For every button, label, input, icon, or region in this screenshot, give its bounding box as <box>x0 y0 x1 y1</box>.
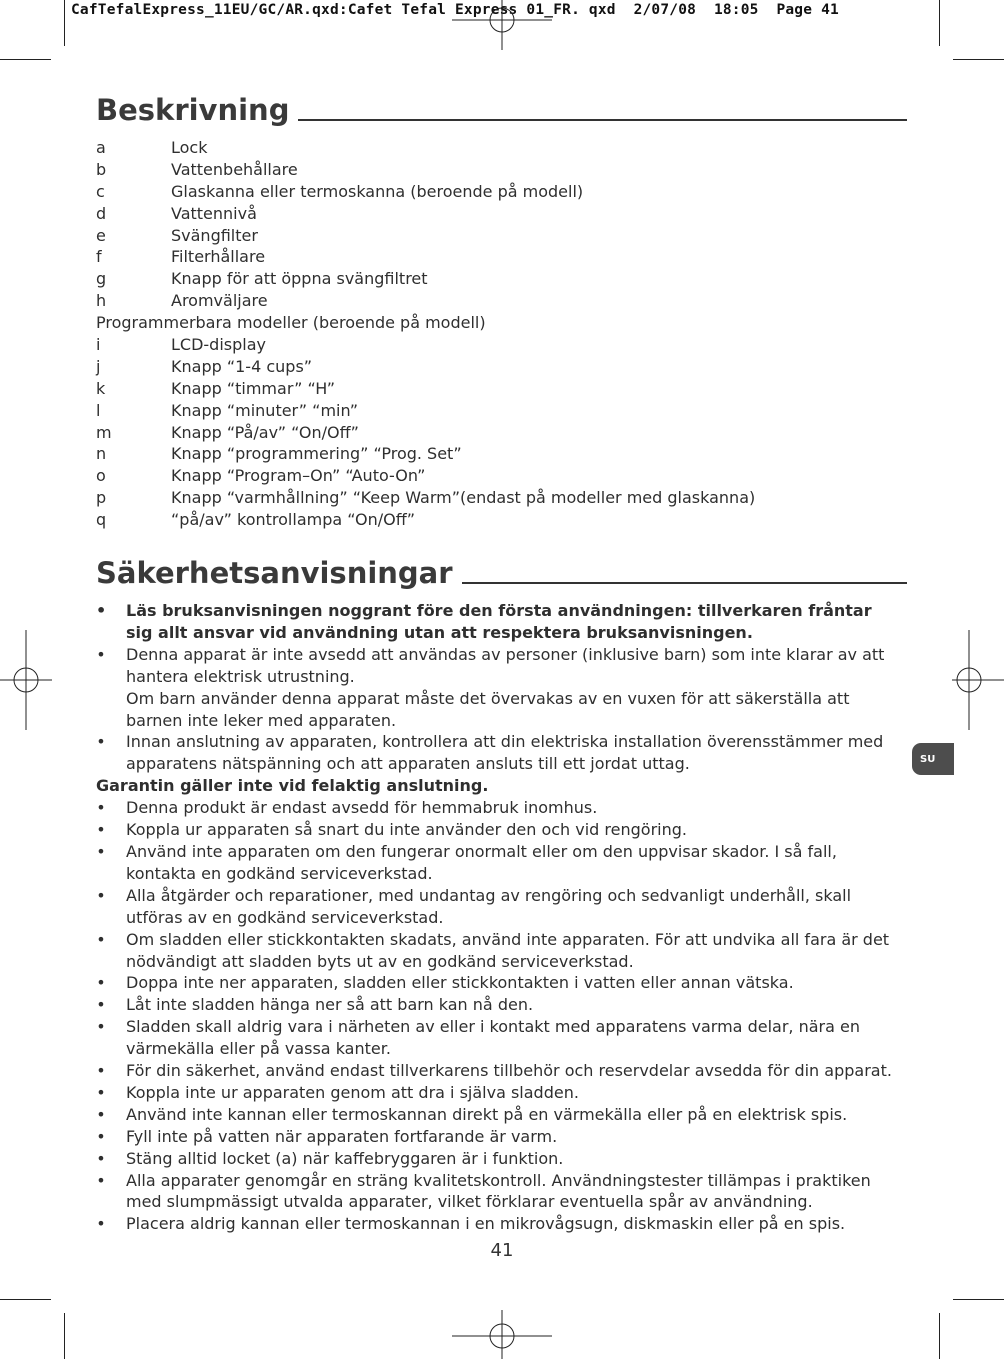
parts-list <box>96 137 916 531</box>
list-item <box>96 797 902 819</box>
list-item <box>96 290 916 312</box>
part-label: Knapp “varmhållning” “Keep Warm”(endast på modeller med glaskanna) <box>171 488 756 508</box>
item-extra-text: Om barn använder denna apparat måste det övervakas av en vuxen för att säkerställa att barnen inte leker med apparaten. <box>126 688 850 730</box>
crop-mark <box>64 0 65 46</box>
list-item <box>96 1213 902 1235</box>
registration-mark-top <box>452 0 552 50</box>
description-heading <box>96 93 907 127</box>
print-slug: CafTefalExpress_11EU/GC/AR.qxd:Cafet Tefal Express 01_FR. qxd 2/07/08 18:05 Page 41 <box>71 2 839 18</box>
item-text: För din säkerhet, använd endast tillverkarens tillbehör och reservdelar avsedda för din apparat. <box>126 1061 892 1081</box>
crop-mark <box>953 1299 1004 1300</box>
bullet: • <box>96 732 106 752</box>
bullet: • <box>96 1214 106 1234</box>
bullet: • <box>96 1082 106 1102</box>
list-item <box>96 334 916 356</box>
part-letter: f <box>96 247 102 267</box>
programmable-heading-text: Programmerbara modeller (beroende på modell) <box>96 313 486 333</box>
crop-mark <box>939 1313 940 1359</box>
item-text: Om sladden eller stickkontakten skadats, använd inte apparaten. För att undvika all fara är det nödvändigt att sladden byts ut av en godkänd serviceverkstad. <box>126 929 890 971</box>
bullet: • <box>96 973 106 993</box>
part-letter: a <box>96 138 106 157</box>
list-item <box>96 246 916 268</box>
item-text: Sladden skall aldrig vara i närheten av eller i kontakt med apparatens varma delar, nära en värmekälla eller på vassa kanter. <box>126 1017 860 1059</box>
list-item <box>96 841 902 885</box>
item-text: Fyll inte på vatten när apparaten fortfarande är varm. <box>126 1126 558 1146</box>
registration-mark-right <box>952 630 1004 730</box>
list-item <box>96 929 902 973</box>
bullet: • <box>96 1061 106 1081</box>
list-item <box>96 885 902 929</box>
list-item <box>96 225 916 247</box>
list-item <box>96 400 916 422</box>
part-label: Knapp “minuter” “min” <box>171 400 359 420</box>
bullet: • <box>96 995 106 1015</box>
bullet: • <box>96 1126 106 1146</box>
part-letter: o <box>96 466 106 486</box>
part-letter: q <box>96 510 107 530</box>
bullet: • <box>96 798 106 818</box>
list-item <box>96 137 916 159</box>
crop-mark <box>0 59 51 60</box>
part-label: Vattennivå <box>171 203 257 223</box>
warranty-note: Garantin gäller inte vid felaktig anslutning. <box>96 776 489 796</box>
bullet: • <box>96 885 106 905</box>
language-tab-label: SU <box>920 753 936 765</box>
bullet: • <box>96 929 106 949</box>
part-letter: i <box>96 335 101 355</box>
list-item <box>96 268 916 290</box>
item-text: Låt inte sladden hänga ner så att barn kan nå den. <box>126 995 534 1015</box>
list-item <box>96 356 916 378</box>
part-label: Knapp “1-4 cups” <box>171 356 313 376</box>
item-text: Alla apparater genomgår en sträng kvalitetskontroll. Användningstester tillämpas i praktiken med slumpmässigt utvalda apparater, vilket förklarar eventuella spår av användning. <box>126 1170 871 1212</box>
bullet: • <box>96 601 107 620</box>
bullet: • <box>96 1148 106 1168</box>
heading-rule <box>462 582 907 584</box>
list-item <box>96 203 916 225</box>
part-letter: g <box>96 269 107 289</box>
programmable-heading <box>96 312 916 334</box>
bullet: • <box>96 820 106 840</box>
part-letter: l <box>96 400 101 420</box>
list-item <box>96 1148 902 1170</box>
list-item <box>96 465 916 487</box>
description-title: Beskrivning <box>96 93 290 127</box>
item-text: Denna apparat är inte avsedd att användas av personer (inklusive barn) som inte klarar av att hantera elektrisk utrustning. <box>126 644 885 686</box>
list-item <box>96 378 916 400</box>
bullet: • <box>96 841 106 861</box>
part-label: Knapp “Program–On” “Auto-On” <box>171 466 426 486</box>
list-item <box>96 972 902 994</box>
bullet: • <box>96 644 106 664</box>
list-item <box>96 509 916 531</box>
part-letter: d <box>96 203 107 223</box>
item-text: Koppla ur apparaten så snart du inte använder den och vid rengöring. <box>126 820 687 840</box>
list-item <box>96 644 902 732</box>
part-letter: e <box>96 225 106 245</box>
list-item <box>96 487 916 509</box>
part-label: Lock <box>171 138 208 157</box>
part-label: Knapp “timmar” “H” <box>171 378 336 398</box>
list-item <box>96 443 916 465</box>
list-item <box>96 1060 902 1082</box>
crop-mark <box>939 0 940 46</box>
part-label: Knapp “På/av” “On/Off” <box>171 422 359 442</box>
part-label: Knapp “programmering” “Prog. Set” <box>171 444 462 464</box>
list-item <box>96 731 902 775</box>
item-text: Använd inte kannan eller termoskannan direkt på en värmekälla eller på en elektrisk spis. <box>126 1104 848 1124</box>
bullet: • <box>96 1170 106 1190</box>
list-item <box>96 1126 902 1148</box>
safety-heading <box>96 556 907 590</box>
item-text: Doppa inte ner apparaten, sladden eller stickkontakten i vatten eller annan vätska. <box>126 973 794 993</box>
part-label: “på/av” kontrollampa “On/Off” <box>171 510 415 530</box>
list-item <box>96 422 916 444</box>
part-label: Knapp för att öppna svängfiltret <box>171 269 428 289</box>
list-item <box>96 181 916 203</box>
list-item <box>96 994 902 1016</box>
part-letter: n <box>96 444 107 464</box>
part-label: LCD-display <box>171 335 266 355</box>
item-text: Stäng alltid locket (a) när kaffebryggaren är i funktion. <box>126 1148 564 1168</box>
list-item <box>96 1016 902 1060</box>
part-label: Glaskanna eller termoskanna (beroende på modell) <box>171 181 584 201</box>
item-text: Denna produkt är endast avsedd för hemmabruk inomhus. <box>126 798 598 818</box>
list-item <box>96 819 902 841</box>
page-number: 41 <box>490 1240 514 1261</box>
item-text: Placera aldrig kannan eller termoskannan i en mikrovågsugn, diskmaskin eller på en spis. <box>126 1214 846 1234</box>
safety-list <box>96 600 902 1235</box>
part-letter: c <box>96 181 105 201</box>
item-text: Läs bruksanvisningen noggrant före den första användningen: tillverkaren fråntar sig allt ansvar vid användning utan att respektera bruksanvisningen. <box>126 601 872 642</box>
heading-rule <box>298 119 907 121</box>
part-label: Svängfilter <box>171 225 258 245</box>
registration-mark-left <box>0 630 52 730</box>
part-letter: p <box>96 488 107 508</box>
item-text: Innan anslutning av apparaten, kontrollera att din elektriska installation överensstämmer med apparatens nätspänning och att apparaten ansluts till ett jordat uttag. <box>126 732 884 774</box>
list-item <box>96 1170 902 1214</box>
part-letter: k <box>96 378 106 398</box>
part-label: Aromväljare <box>171 291 268 311</box>
list-item <box>96 1082 902 1104</box>
list-item <box>96 159 916 181</box>
registration-mark-bottom <box>452 1310 552 1359</box>
crop-mark <box>0 1299 51 1300</box>
crop-mark <box>64 1313 65 1359</box>
part-letter: b <box>96 159 107 179</box>
language-tab <box>912 743 954 775</box>
part-label: Filterhållare <box>171 247 266 267</box>
bullet: • <box>96 1104 106 1124</box>
item-text: Använd inte apparaten om den fungerar onormalt eller om den uppvisar skador. I så fall, kontakta en godkänd serviceverkstad. <box>126 841 837 883</box>
crop-mark <box>953 59 1004 60</box>
bullet: • <box>96 1017 106 1037</box>
part-letter: j <box>96 356 101 376</box>
list-item <box>96 1104 902 1126</box>
list-item <box>96 600 902 644</box>
item-text: Koppla inte ur apparaten genom att dra i själva sladden. <box>126 1082 579 1102</box>
part-letter: h <box>96 291 107 311</box>
safety-title: Säkerhetsanvisningar <box>96 556 453 590</box>
part-letter: m <box>96 422 112 442</box>
item-text: Alla åtgärder och reparationer, med undantag av rengöring och sedvanligt underhåll, skall utföras av en godkänd serviceverkstad. <box>126 885 852 927</box>
part-label: Vattenbehållare <box>171 159 298 179</box>
